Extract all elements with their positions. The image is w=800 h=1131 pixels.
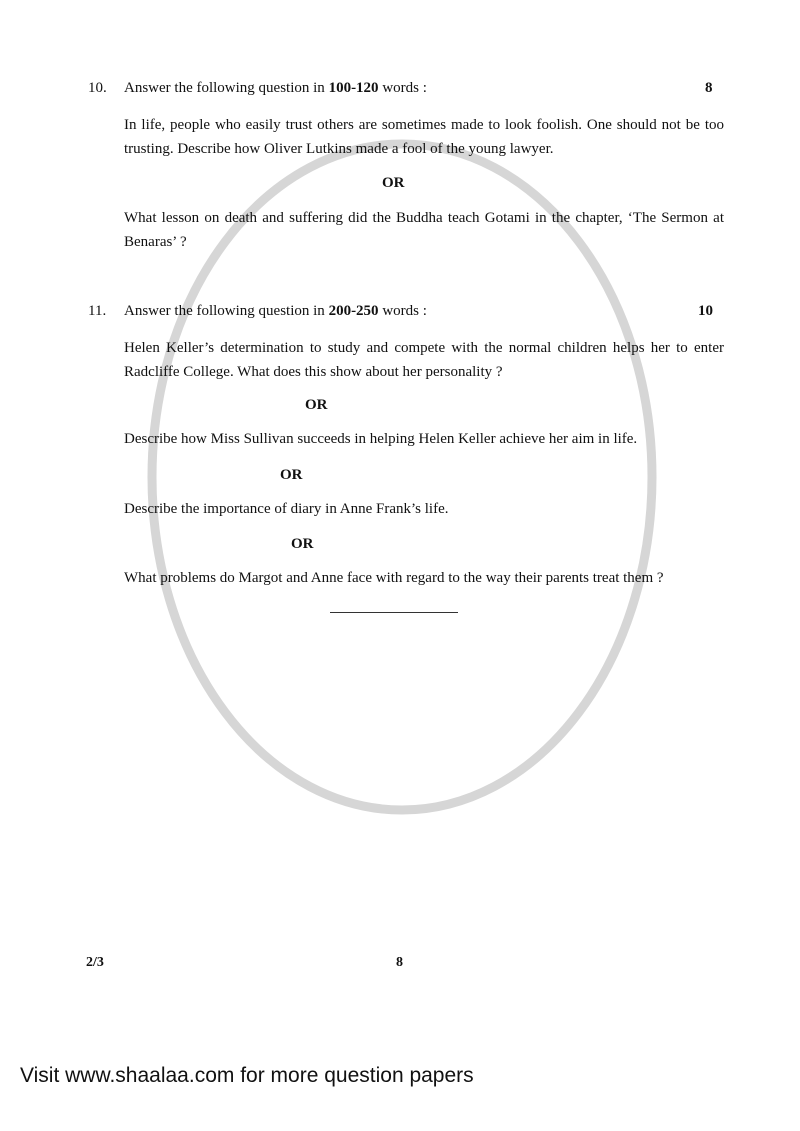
question-10-marks: 8 <box>705 80 713 96</box>
word-limit: 200-250 <box>328 303 379 319</box>
question-11-marks: 10 <box>698 303 713 319</box>
question-10-option-1: In life, people who easily trust others are sometimes made to look foolish. One should not be too trusting. Describe how Oliver Lutkins made a fool of the young lawyer. <box>124 117 724 157</box>
question-11-option-1: Helen Keller’s determination to study and compete with the normal children helps her to enter Radcliffe College. What does this show about her personality ? <box>124 340 724 380</box>
question-11-instruction <box>124 303 427 320</box>
question-11-option-3: Describe the importance of diary in Anne Frank’s life. <box>124 501 449 517</box>
question-10-number: 10. <box>88 80 107 96</box>
question-11-number: 11. <box>88 303 107 319</box>
or-separator: OR <box>291 536 314 552</box>
instruction-text: Answer the following question in <box>124 303 329 319</box>
question-11-option-2: Describe how Miss Sullivan succeeds in helping Helen Keller achieve her aim in life. <box>124 431 638 447</box>
instruction-text: Answer the following question in <box>124 80 329 96</box>
word-limit: 100-120 <box>328 80 379 96</box>
visit-banner: Visit www.shaalaa.com for more question papers <box>20 1064 474 1087</box>
page-number: 8 <box>396 955 403 970</box>
page-code: 2/3 <box>86 955 104 970</box>
question-10-option-2: What lesson on death and suffering did the Buddha teach Gotami in the chapter, ‘The Sermon at Benaras’ ? <box>124 210 724 250</box>
or-separator: OR <box>305 397 328 413</box>
instruction-text: words : <box>378 303 427 319</box>
question-11-option-4: What problems do Margot and Anne face with regard to the way their parents treat them ? <box>124 570 664 586</box>
end-divider <box>330 612 458 613</box>
instruction-text: words : <box>378 80 427 96</box>
or-separator: OR <box>382 175 405 191</box>
question-10-instruction <box>124 80 427 97</box>
or-separator: OR <box>280 467 303 483</box>
